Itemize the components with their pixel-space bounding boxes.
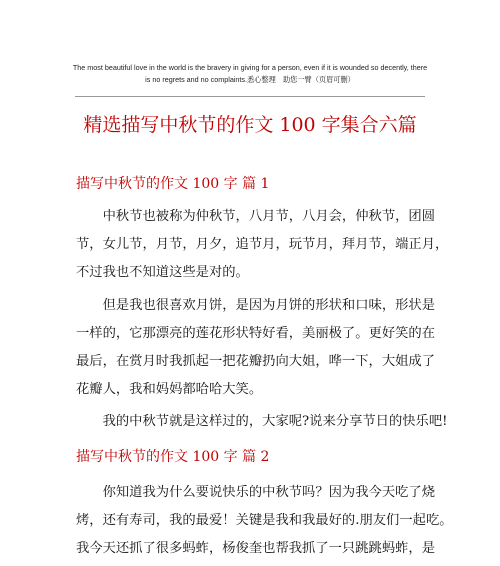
- text-line: 最后，在赏月时我抓起一把花瓣扔向大姐，哗一下，大姐成了: [76, 354, 436, 369]
- text-line: 烤，还有寿司，我的最爱！关键是我和我最好的.朋友们一起吃。: [76, 513, 453, 528]
- document-title: 精选描写中秋节的作文 100 字集合六篇: [83, 114, 417, 136]
- header-divider: [75, 96, 425, 97]
- paragraph-1-3: [76, 408, 448, 436]
- text-line: 你知道我为什么要说快乐的中秋节吗？因为我今天吃了烧: [76, 485, 436, 500]
- paragraph-1-2: [76, 292, 436, 404]
- text-line: 不过我也不知道这些是对的。: [76, 265, 249, 280]
- paragraph-2-1: [76, 479, 453, 563]
- text-line: 节，女儿节，月节，月夕，追节月，玩节月，拜月节，端正月，: [76, 237, 449, 252]
- text-line: 花瓣人，我和妈妈都哈哈大笑。: [76, 382, 263, 397]
- text-line: 但是我也很喜欢月饼，是因为月饼的形状和口味，形状是: [76, 298, 436, 313]
- section-heading-2: 描写中秋节的作文 100 字 篇 2: [76, 449, 270, 465]
- text-line: 中秋节也被称为仲秋节，八月节，八月会，仲秋节，团圆: [76, 209, 436, 224]
- header-quote-line-2: is no regrets and no complaints.悉心整理 助您一臂（页眉可删）: [145, 75, 355, 84]
- section-heading-1: 描写中秋节的作文 100 字 篇 1: [76, 176, 270, 192]
- header-quote-line-1: The most beautiful love in the world is the bravery in giving for a person, even if it is wounded so decently, there: [72, 63, 428, 72]
- text-line: 我今天还抓了很多蚂蚱，杨俊奎也帮我抓了一只跳跳蚂蚱，是: [76, 541, 436, 556]
- text-line: 我的中秋节就是这样过的，大家呢?说来分享节日的快乐吧!: [76, 414, 448, 429]
- text-line: 一样的，它那漂亮的莲花形状特好看，美丽极了。更好笑的在: [76, 326, 436, 341]
- paragraph-1-1: [76, 203, 449, 287]
- header-quote: [60, 62, 440, 86]
